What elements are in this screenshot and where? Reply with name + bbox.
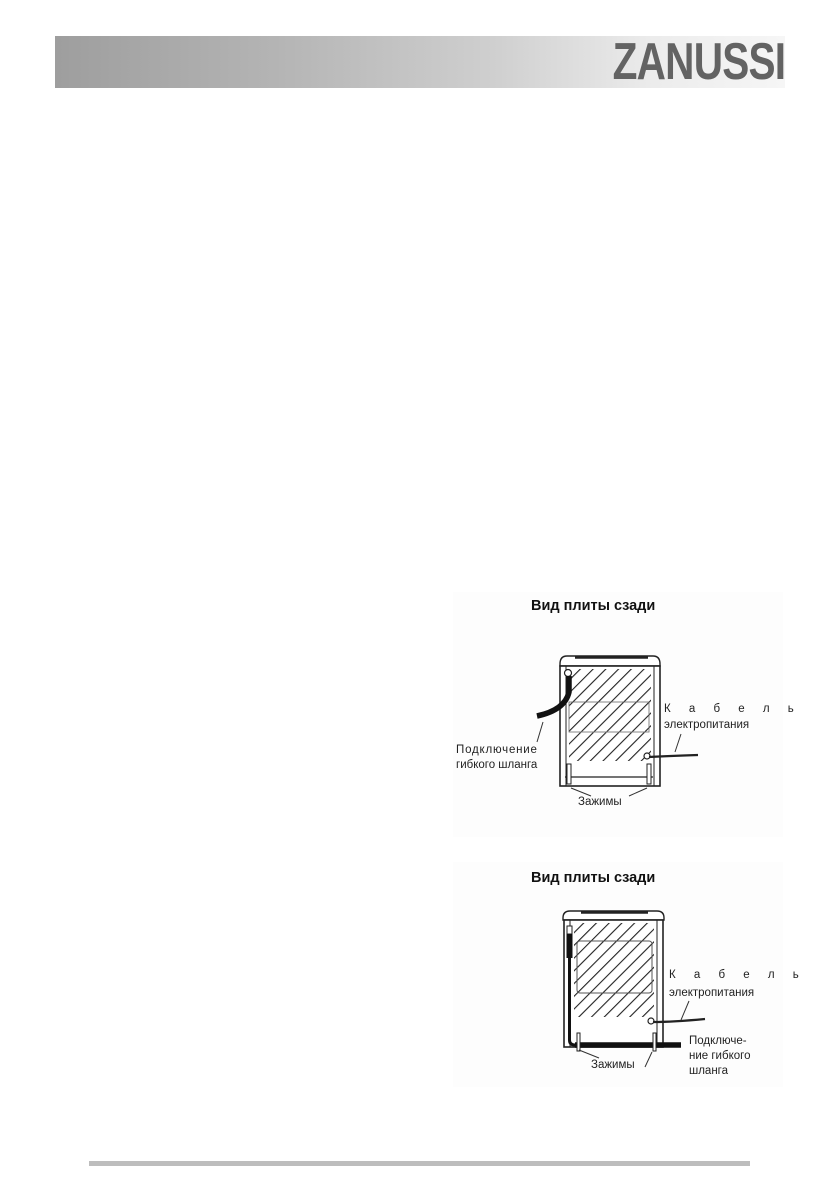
footer-divider	[89, 1161, 750, 1166]
header-banner	[55, 33, 785, 91]
figure-title: Вид плиты сзади	[531, 870, 656, 886]
label-hose-1: Подключе-	[689, 1035, 747, 1047]
label-hose-2: гибкого шланга	[456, 759, 538, 771]
label-cable-sub: электропитания	[664, 719, 750, 731]
figure-title: Вид плиты сзади	[531, 598, 656, 614]
label-cable-sub: электропитания	[669, 987, 755, 999]
label-clamps: Зажимы	[578, 796, 622, 808]
label-hose-3: шланга	[689, 1065, 729, 1077]
brand-logo: ZANUSSI	[612, 33, 785, 91]
label-hose-1: Подключение	[456, 744, 538, 756]
label-cable: К а б е л ь	[664, 703, 802, 715]
label-clamps: Зажимы	[591, 1059, 635, 1071]
label-cable: К а б е л ь	[669, 969, 807, 981]
figure-rear-view-1	[453, 592, 802, 837]
label-hose-2: ние гибкого	[689, 1050, 751, 1062]
figure-rear-view-2	[453, 862, 807, 1087]
